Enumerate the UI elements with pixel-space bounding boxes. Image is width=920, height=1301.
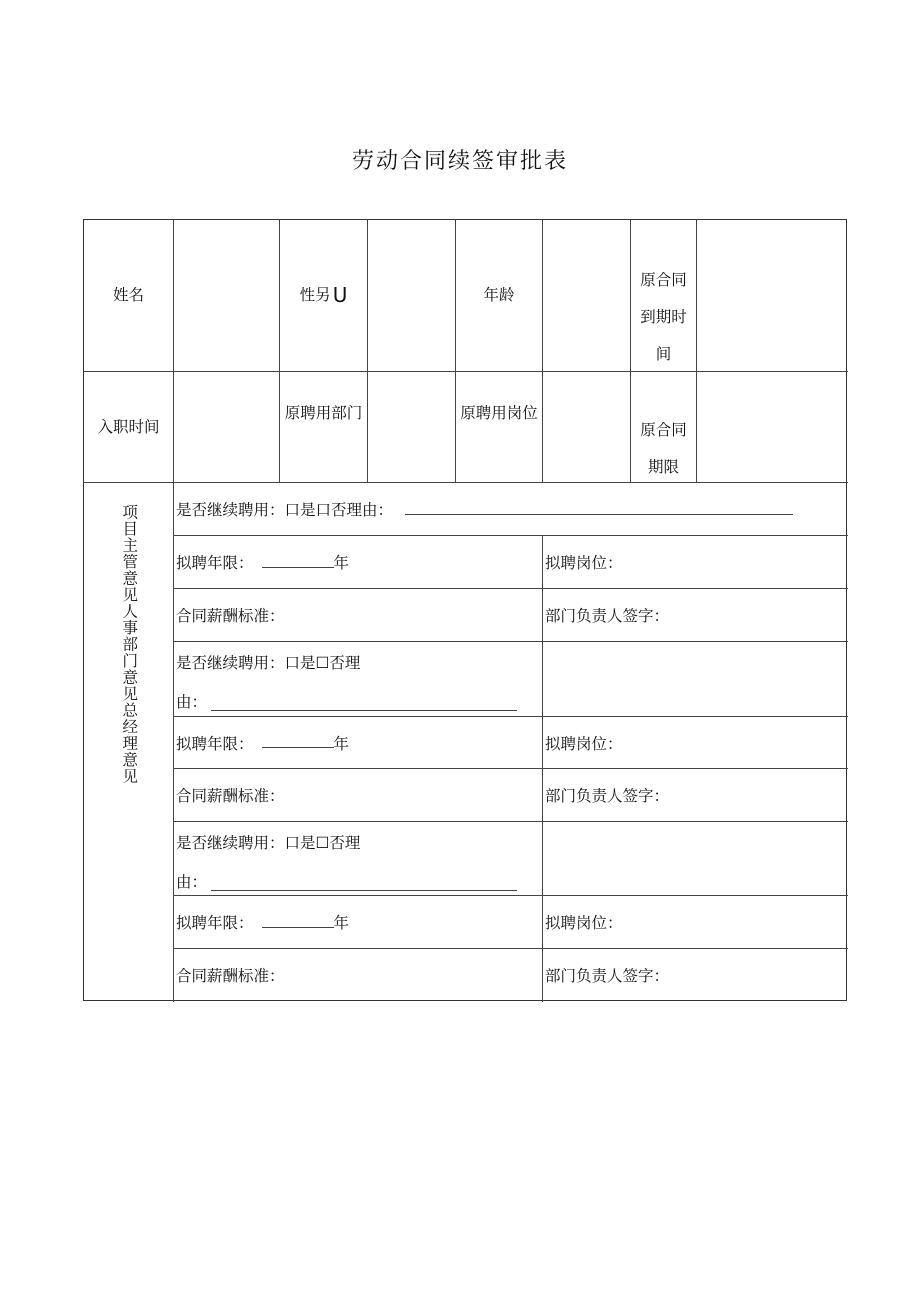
s3-continue-line1: 是否继续聘用：口是☐否理: [176, 834, 361, 852]
orig-expiry-field[interactable]: [697, 220, 848, 371]
s1-term-label: 拟聘年限：: [176, 554, 254, 572]
s3-salary-label: 合同薪酬标准：: [176, 967, 285, 985]
gender-label: 性另: [299, 286, 331, 304]
hire-date-label: 入职时间: [97, 417, 160, 436]
s3-term-unit: 年: [333, 914, 350, 932]
s1-continue-row[interactable]: [174, 483, 848, 535]
s2-continue-line2: 由：: [176, 693, 208, 711]
orig-dept-field[interactable]: [368, 372, 455, 482]
s1-sign-label: 部门负责人签字：: [545, 607, 670, 625]
s2-blank-cell[interactable]: [543, 642, 848, 716]
gender-label-cell: [280, 220, 367, 371]
s2-post-cell[interactable]: [543, 717, 848, 768]
s2-salary-cell[interactable]: [174, 769, 542, 821]
name-label: 姓名: [112, 286, 144, 304]
s1-salary-label: 合同薪酬标准：: [176, 607, 285, 625]
opinion-side-label: 项目主管意见人事部门意见总经理意见: [120, 504, 139, 785]
orig-post-field[interactable]: [543, 372, 630, 482]
s1-sign-cell[interactable]: [543, 589, 848, 641]
s1-term-row[interactable]: [174, 536, 542, 588]
gender-mark: U: [332, 283, 348, 307]
s3-sign-cell[interactable]: [543, 949, 848, 1001]
orig-dept-label: 原聘用部门: [284, 404, 363, 422]
s1-term-unit: 年: [333, 554, 350, 572]
s1-post-label: 拟聘岗位：: [545, 554, 623, 572]
s3-post-cell[interactable]: [543, 896, 848, 948]
s1-salary-cell[interactable]: [174, 589, 542, 641]
orig-term-field[interactable]: [697, 372, 848, 482]
age-field[interactable]: [543, 220, 630, 371]
s1-term-line[interactable]: [262, 557, 334, 568]
s3-continue-line2: 由：: [176, 873, 208, 891]
s3-term-label: 拟聘年限：: [176, 914, 254, 932]
s3-term-row[interactable]: [174, 896, 542, 948]
approval-form-table: [83, 219, 847, 1001]
s2-sign-label: 部门负责人签字：: [545, 787, 670, 805]
form-title: 劳动合同续签审批表: [351, 149, 568, 174]
s2-term-label: 拟聘年限：: [176, 734, 254, 753]
s3-reason-line[interactable]: [211, 880, 517, 891]
orig-term-label: 原合同期限: [640, 421, 687, 476]
s2-sign-cell[interactable]: [543, 769, 848, 821]
s2-salary-label: 合同薪酬标准：: [176, 787, 285, 805]
s2-term-line[interactable]: [262, 737, 334, 748]
s3-term-line[interactable]: [262, 917, 334, 928]
orig-expiry-label: 原合同到期时间: [640, 271, 687, 363]
orig-post-label: 原聘用岗位: [460, 404, 538, 422]
s3-sign-label: 部门负责人签字：: [545, 967, 670, 985]
s1-continue-text: 是否继续聘用：口是口否理由：: [176, 501, 394, 519]
age-label: 年龄: [483, 286, 515, 304]
s3-continue-row2[interactable]: [176, 875, 517, 891]
s2-term-unit: 年: [333, 734, 350, 753]
s2-term-row[interactable]: [174, 717, 542, 768]
s2-continue-line1: 是否继续聘用：口是☐否理: [176, 654, 361, 672]
gender-field[interactable]: [368, 220, 455, 371]
s1-post-cell[interactable]: [543, 536, 848, 588]
s2-continue-row2[interactable]: [176, 695, 517, 711]
s3-blank-cell[interactable]: [543, 822, 848, 895]
s2-reason-line[interactable]: [211, 700, 517, 711]
hire-date-field[interactable]: [174, 372, 279, 482]
s3-post-label: 拟聘岗位：: [545, 914, 623, 932]
name-field[interactable]: [174, 220, 279, 371]
s2-post-label: 拟聘岗位：: [545, 734, 623, 753]
s1-reason-line[interactable]: [405, 504, 793, 515]
s3-salary-cell[interactable]: [174, 949, 542, 1001]
